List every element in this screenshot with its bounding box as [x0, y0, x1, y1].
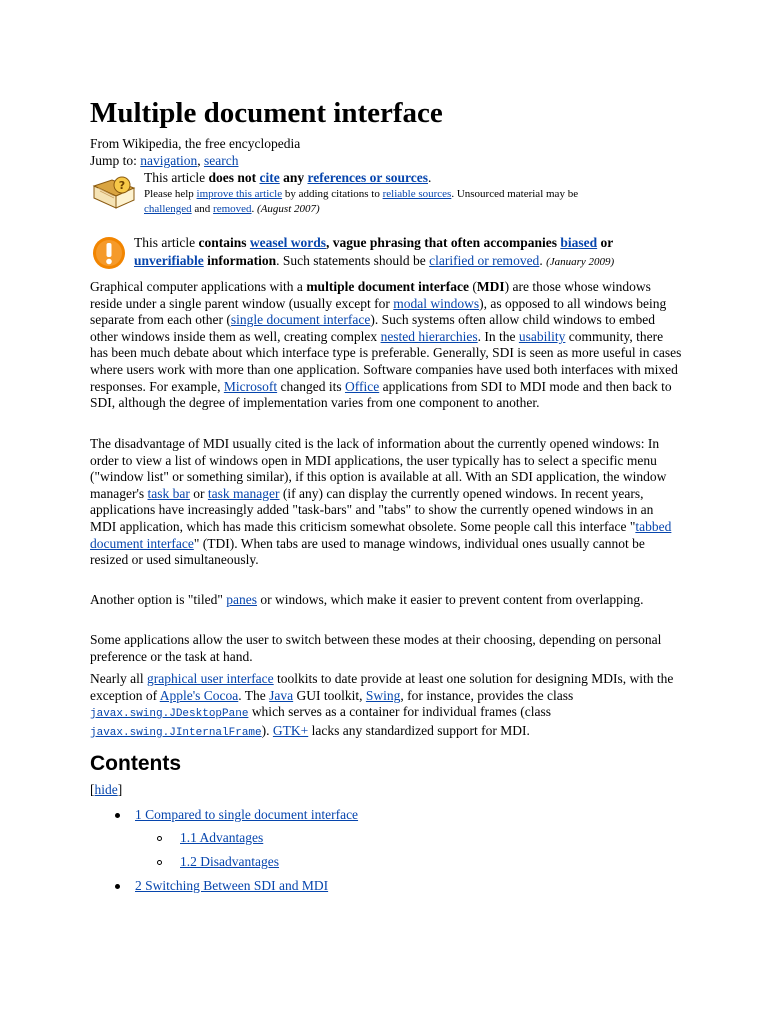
jinternalframe-link[interactable] — [90, 723, 262, 738]
text: " (TDI). When tabs are used to manage windows, individual ones usually cannot be resized or used simultaneously. — [90, 535, 645, 568]
text: . In the — [477, 328, 519, 344]
text: ( — [469, 279, 477, 294]
microsoft-link[interactable]: Microsoft — [223, 378, 278, 394]
weasel-notice-line2 — [134, 253, 682, 270]
text: (if any) can display the currently opened windows. In recent years, applications have increasingly added "task-bars" and "tabs" to show the currently opened windows in an MDI application, which has made this criticism somewhat obsolete. Some people call this interface " — [90, 485, 654, 534]
text: which serves as a container for individual frames (class — [248, 704, 551, 720]
bullet-icon — [115, 813, 120, 818]
toc-hide-link[interactable]: hide — [94, 782, 118, 797]
paragraph-disadvantage — [90, 436, 682, 569]
refs-notice-line2 — [144, 187, 682, 202]
improve-article-link[interactable]: improve this article — [196, 187, 283, 200]
text: Another option is "tiled" — [90, 592, 227, 607]
text: This article — [134, 235, 199, 250]
text-bold: any — [279, 170, 308, 185]
text: . Unsourced material may be — [451, 187, 579, 200]
text: . Such statements should be — [276, 252, 430, 268]
challenged-link[interactable]: challenged — [144, 202, 192, 215]
biased-link[interactable]: biased — [560, 235, 598, 250]
clarified-removed-link[interactable]: clarified or removed — [429, 252, 540, 268]
text: toolkits to date provide at least one solution for designing MDIs, with the exception of — [90, 671, 674, 703]
usability-link[interactable]: usability — [518, 328, 566, 344]
text: . — [539, 252, 547, 268]
task-bar-link[interactable]: task bar — [147, 485, 190, 501]
text: The disadvantage of MDI usually cited is the lack of information about the currently opened windows: In order to view a list of windows open in MDI applications, the user typically has to select a specific menu ("window list" or something similar), if this option is available at all. With an SDI application, the window manager's — [90, 436, 667, 501]
office-link[interactable]: Office — [344, 378, 380, 394]
cite-link[interactable]: cite — [259, 170, 280, 185]
toc-item-advantages[interactable]: 1.1 Advantages — [180, 830, 264, 845]
java-link[interactable]: Java — [269, 687, 294, 703]
modal-windows-link[interactable]: modal windows — [393, 295, 480, 311]
task-manager-link[interactable]: task manager — [207, 485, 280, 501]
graphical-user-interface-link[interactable]: graphical user interface — [146, 671, 274, 686]
book-question-icon — [92, 174, 136, 217]
refs-notice-box — [90, 170, 682, 220]
text: . — [251, 202, 258, 215]
text-bold: does not — [208, 170, 257, 185]
jump-to-line — [90, 153, 239, 169]
text: GUI toolkit, — [293, 687, 366, 703]
references-link[interactable]: references or sources — [307, 170, 428, 185]
text: . — [427, 170, 432, 185]
text: community, there has been much debate about which interface type is preferable. Generally, SDI is seen as more useful in cases where users work with more than one application. Software companies have used both interfaces with mixed responses. For example, — [90, 328, 682, 394]
page-title: Multiple document interface — [90, 97, 443, 129]
jdesktoppane-link[interactable] — [90, 704, 248, 719]
text: This article — [144, 170, 209, 185]
apples-cocoa-link[interactable]: Apple's Cocoa — [159, 687, 239, 703]
nested-hierarchies-link[interactable]: nested hierarchies — [380, 328, 478, 344]
site-subtitle: From Wikipedia, the free encyclopedia — [90, 136, 301, 151]
text: ). Such systems often allow child windows to embed other windows inside them as well, creating complex — [90, 312, 655, 344]
text-bold: or — [597, 235, 614, 250]
bracket: [ — [90, 782, 95, 797]
text: ), as opposed to all windows being separate from each other ( — [90, 295, 667, 328]
text: , for instance, provides the class — [400, 687, 574, 703]
text: lacks any standardized support for MDI. — [308, 722, 530, 738]
text: Graphical computer applications with a — [90, 279, 307, 294]
text: ) are those whose windows reside under a single parent window (usually except for — [90, 279, 651, 311]
unverifiable-link[interactable]: unverifiable — [134, 252, 204, 268]
paragraph-tiled — [90, 592, 682, 609]
text-bold: multiple document interface — [306, 279, 470, 294]
text: ). — [261, 722, 273, 738]
svg-text:?: ? — [118, 179, 126, 192]
single-document-interface-link[interactable]: single document interface — [230, 312, 371, 328]
text-bold: information — [203, 252, 277, 268]
exclamation-circle-icon — [92, 236, 126, 275]
jump-separator: , — [197, 153, 205, 168]
text-bold: , vague phrasing that often accompanies — [326, 235, 561, 250]
text: applications from SDI to MDI mode and then back to SDI, although the degree of implementation varies from one component to another. — [90, 378, 672, 411]
reliable-sources-link[interactable]: reliable sources — [382, 187, 452, 200]
code-jinternalframe: javax.swing.JInternalFrame — [90, 726, 262, 739]
weasel-notice-box — [90, 235, 682, 271]
refs-notice-line3 — [144, 202, 682, 217]
text: Nearly all — [90, 671, 147, 686]
paragraph-switch — [90, 632, 682, 665]
toc-item-compared[interactable]: 1 Compared to single document interface — [135, 807, 359, 822]
bullet-ring-icon — [157, 860, 162, 865]
weasel-notice-text — [134, 235, 682, 270]
weasel-notice-line1 — [134, 235, 682, 252]
paragraph-toolkits — [90, 671, 682, 741]
weasel-words-link[interactable]: weasel words — [249, 235, 326, 250]
jump-search-link[interactable]: search — [204, 153, 239, 168]
text-bold: contains — [198, 235, 250, 250]
text: by adding citations to — [282, 187, 383, 200]
refs-notice-line1 — [144, 170, 682, 187]
contents-heading: Contents — [90, 752, 181, 775]
toc-item-switching[interactable]: 2 Switching Between SDI and MDI — [135, 878, 329, 893]
refs-notice-text — [144, 170, 682, 217]
jump-navigation-link[interactable]: navigation — [140, 153, 198, 168]
swing-link[interactable]: Swing — [365, 687, 401, 703]
toc-item-disadvantages[interactable]: 1.2 Disadvantages — [180, 854, 279, 869]
text-bold: MDI — [476, 279, 505, 294]
panes-link[interactable]: panes — [226, 592, 258, 607]
text: Please help — [144, 187, 197, 200]
notice-date: (January 2009) — [546, 255, 615, 268]
paragraph-intro — [90, 279, 682, 412]
gtk-link[interactable]: GTK+ — [272, 722, 309, 738]
text: Some applications allow the user to switch between these modes at their choosing, depending on personal preference or the task at hand. — [90, 632, 662, 664]
bullet-ring-icon — [157, 836, 162, 841]
text: or windows, which make it easier to prevent content from overlapping. — [257, 592, 644, 607]
removed-link[interactable]: removed — [213, 202, 252, 215]
toc-toggle — [90, 782, 122, 799]
bracket: ] — [117, 782, 123, 797]
text: . The — [238, 687, 270, 703]
text: changed its — [277, 378, 345, 394]
text: or — [189, 485, 208, 501]
tabbed-document-interface-link[interactable]: tabbed document interface — [90, 518, 672, 551]
text: and — [191, 202, 214, 215]
bullet-icon — [115, 884, 120, 889]
code-jdesktoppane: javax.swing.JDesktopPane — [90, 708, 249, 721]
jump-to-label: Jump to: — [90, 153, 137, 168]
notice-date: (August 2007) — [257, 202, 320, 215]
